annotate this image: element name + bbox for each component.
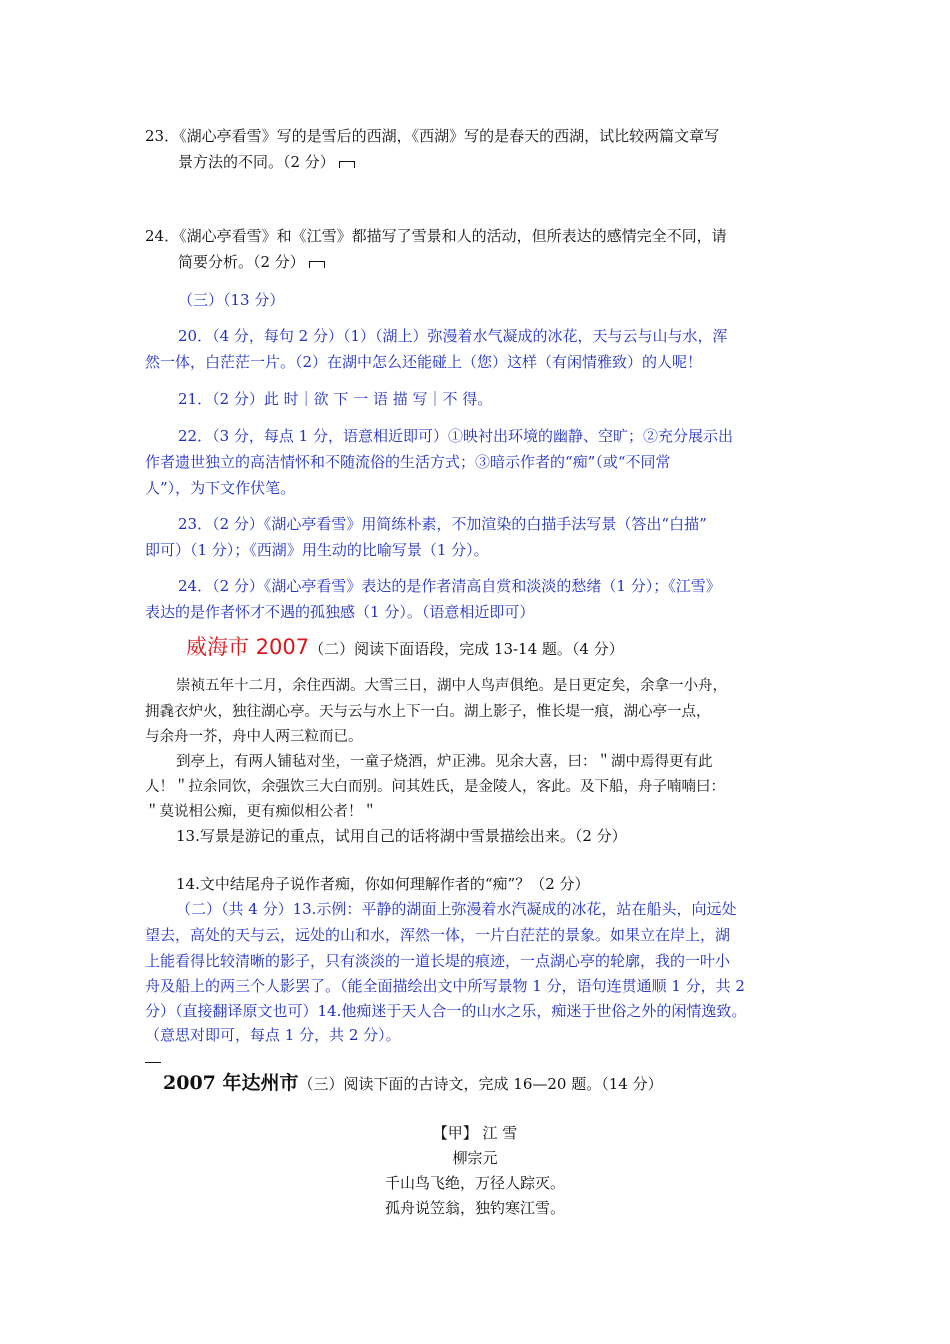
- answer-13-line3: 上能看得比较清晰的影子，只有淡淡的一道长堤的痕迹，一点湖心亭的轮廓，我的一叶小: [145, 952, 731, 970]
- dazhou-intro: （三）阅读下面的古诗文，完成 16—20 题。（14 分）: [298, 1075, 663, 1093]
- question-14: 14.文中结尾舟子说作者痴，你如何理解作者的“痴”？（2 分）: [176, 875, 590, 893]
- answer-space-icon: [339, 161, 355, 168]
- poem-line2: 孤舟说笠翁，独钓寒江雪。: [384, 1199, 565, 1217]
- poem-line1: 千山鸟飞绝，万径人踪灭。: [384, 1174, 565, 1192]
- weihai-title: 威海市 2007: [186, 635, 310, 659]
- answer-20-line2: 然一体，白茫茫一片。（2）在湖中怎么还能碰上（您）这样（有闲情雅致）的人呢！: [145, 353, 703, 371]
- answer-23-line1: 23．（2 分）《湖心亭看雪》用简练朴素，不加渲染的白描手法写景（答出“白描”: [178, 515, 707, 533]
- passage-p2-line3: ＂莫说相公痴，更有痴似相公者！＂: [145, 804, 377, 820]
- weihai-intro: （二）阅读下面语段，完成 13-14 题。（4 分）: [309, 640, 624, 658]
- answer-24-line1: 24．（2 分）《湖心亭看雪》表达的是作者清高自赏和淡淡的愁绪（1 分）；《江雪》: [178, 577, 721, 595]
- dazhou-heading: [163, 1070, 663, 1097]
- q23-line1: 23．《湖心亭看雪》写的是雪后的西湖，《西湖》写的是春天的西湖，试比较两篇文章写: [145, 127, 720, 145]
- answer-space-icon: [309, 261, 325, 268]
- answer-22-line1: 22．（3 分，每点 1 分，语意相近即可）①映衬出环境的幽静、空旷；②充分展示出: [178, 427, 733, 445]
- answer-20-line1: 20．（4 分，每句 2 分）（1）（湖上）弥漫着水气凝成的冰花，天与云与山与水，浑: [178, 327, 728, 345]
- answer-21: 21．（2 分）此 时｜欲 下 一 语 描 写｜不 得。: [178, 390, 493, 408]
- answer-13-line2: 望去，高处的天与云，远处的山和水，浑然一体，一片白茫茫的景象。如果立在岸上，湖: [145, 926, 731, 944]
- passage-p1-line3: 与余舟一芥，舟中人两三粒而已。: [145, 729, 363, 745]
- answer-13-line1: （二）（共 4 分）13.示例：平静的湖面上弥漫着水汽凝成的冰花，站在船头，向远处: [176, 900, 737, 918]
- q23-line2: [178, 149, 355, 175]
- passage-p2-line2: 人！＂拉余同饮，余强饮三大白而别。问其姓氏，是金陵人，客此。及下船，舟子喃喃曰：: [145, 779, 725, 795]
- q24-line2: [178, 249, 325, 275]
- answer-13-line4: 舟及船上的两三个人影罢了。（能全面描绘出文中所写景物 1 分，语句连贯通顺 1 分，共 2: [145, 977, 745, 995]
- dazhou-title: 2007 年达州市: [163, 1072, 299, 1094]
- answer-24-line2: 表达的是作者怀才不遇的孤独感（1 分）。（语意相近即可）: [145, 603, 535, 621]
- divider: [145, 1062, 161, 1063]
- answer-14-line5: 分）（直接翻译原文也可）14.他痴迷于天人合一的山水之乐，痴迷于世俗之外的闲情逸致。: [145, 1002, 747, 1020]
- answer-23-line2: 即可）（1 分）；《西湖》用生动的比喻写景（1 分）。: [145, 541, 489, 559]
- q24-line2-text: 简要分析。（2 分）: [178, 253, 305, 271]
- passage-p1-line1: 崇祯五年十二月，余住西湖。大雪三日，湖中人鸟声俱绝。是日更定矣，余拿一小舟，: [176, 678, 727, 694]
- passage-p2-line1: 到亭上，有两人铺毡对坐，一童子烧酒，炉正沸。见余大喜，曰：＂湖中焉得更有此: [176, 754, 713, 770]
- answer-22-line3: 人”），为下文作伏笔。: [145, 479, 296, 497]
- q24-line1: 24．《湖心亭看雪》和《江雪》都描写了雪景和人的活动，但所表达的感情完全不同，请: [145, 227, 727, 245]
- weihai-heading: [186, 634, 624, 662]
- answer-22-line2: 作者遗世独立的高洁情怀和不随流俗的生活方式；③暗示作者的“痴”（或“不同常: [145, 453, 671, 471]
- passage-p1-line2: 拥毳衣炉火，独往湖心亭。天与云与水上下一白。湖上影子，惟长堤一痕，湖心亭一点，: [145, 704, 711, 720]
- poem-author: 柳宗元: [452, 1149, 498, 1167]
- q23-line2-text: 景方法的不同。（2 分）: [178, 153, 335, 171]
- question-13: 13.写景是游记的重点，试用自己的话将湖中雪景描绘出来。（2 分）: [176, 827, 627, 845]
- poem-title: 【甲】 江 雪: [432, 1124, 518, 1142]
- answer-14-line6: （意思对即可，每点 1 分，共 2 分）。: [145, 1026, 401, 1044]
- answers3-heading: （三）（13 分）: [178, 291, 285, 309]
